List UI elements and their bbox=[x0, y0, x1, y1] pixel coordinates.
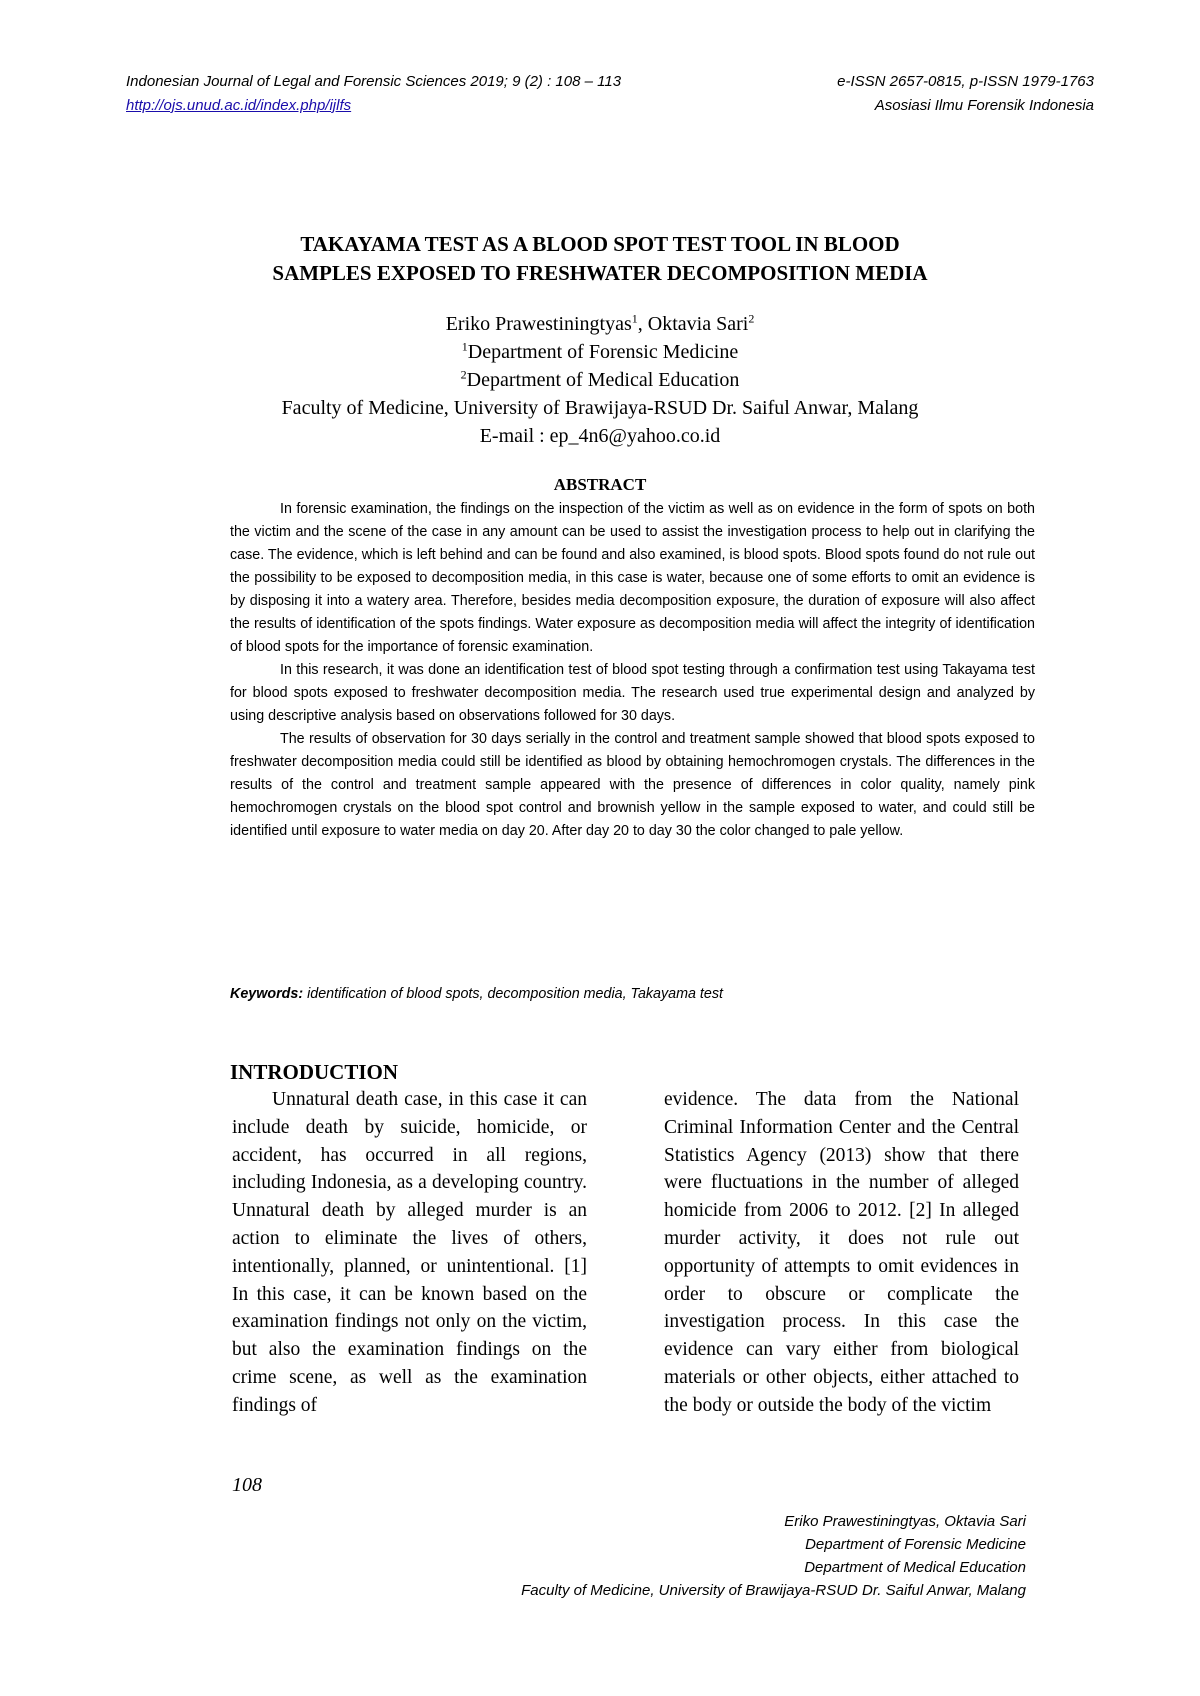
introduction-paragraph-2: evidence. The data from the National Criminal Information Center and the Central Statistics Agency (2013) show that there were fluctuations in the number of alleged homicide from 2006 to 2012. [2] In alleged murder activity, it does not rule out opportunity of attempts to omit evidences in order to obscure or complicate the investigation process. In this case the evidence can vary either from biological materials or other objects, either attached to the body or outside the body of the victim bbox=[664, 1089, 1019, 1416]
introduction-paragraph-1: Unnatural death case, in this case it can include death by suicide, homicide, or accident, has occurred in all regions, including Indonesia, as a developing country. Unnatural death by alleged murder is an action to eliminate the lives of others, intentionally, planned, or unintentional. [1] In this case, it can be known based on the examination findings not only on the victim, but also the examination findings on the crime scene, as well as the examination findings of bbox=[232, 1089, 587, 1416]
affiliation-1 bbox=[150, 338, 1050, 366]
affiliation-1-text: Department of Forensic Medicine bbox=[467, 341, 739, 363]
association-name: Asosiasi Ilmu Forensik Indonesia bbox=[874, 97, 1094, 114]
footer bbox=[226, 1510, 1026, 1602]
faculty: Faculty of Medicine, University of Brawijaya-RSUD Dr. Saiful Anwar, Malang bbox=[281, 397, 919, 419]
keywords-label: Keywords: bbox=[230, 986, 304, 1002]
author-2-sup: 2 bbox=[748, 311, 755, 326]
keywords bbox=[230, 986, 1035, 1002]
footer-dept-2: Department of Medical Education bbox=[804, 1559, 1026, 1576]
issn-line: e-ISSN 2657-0815, p-ISSN 1979-1763 bbox=[837, 73, 1094, 90]
abstract-heading: ABSTRACT bbox=[553, 475, 647, 494]
affiliation-2-sup: 2 bbox=[460, 367, 467, 382]
abstract-paragraph-2: In this research, it was done an identification test of blood spot testing through a confirmation test using Takayama test for blood spots exposed to freshwater decomposition media. The research used true experimental design and analyzed by using descriptive analysis based on observations followed for 30 days. bbox=[230, 662, 1035, 724]
paper-title bbox=[150, 230, 1050, 288]
abstract-paragraph-3: The results of observation for 30 days serially in the control and treatment sample showed that blood spots exposed to freshwater decomposition media could still be identified as blood by obtaining hemochromogen crystals. The differences in the results of the control and treatment sample appeared with the presence of differences in color quality, namely pink hemochromogen crystals on the blood spot control and brownish yellow in the sample exposed to water, and could still be identified until exposure to water media on day 20. After day 20 to day 30 the color changed to pale yellow. bbox=[230, 731, 1035, 839]
author-2: Oktavia Sari bbox=[647, 313, 749, 335]
title-line-2: SAMPLES EXPOSED TO FRESHWATER DECOMPOSITION MEDIA bbox=[272, 261, 928, 285]
keywords-text: identification of blood spots, decomposition media, Takayama test bbox=[303, 986, 723, 1002]
affiliation-2-text: Department of Medical Education bbox=[466, 369, 740, 391]
author-block bbox=[150, 310, 1050, 450]
affiliation-2 bbox=[150, 366, 1050, 394]
author-names bbox=[150, 310, 1050, 338]
footer-authors: Eriko Prawestiningtyas, Oktavia Sari bbox=[784, 1513, 1026, 1530]
introduction-column-1 bbox=[232, 1086, 587, 1420]
title-line-1: TAKAYAMA TEST AS A BLOOD SPOT TEST TOOL IN BLOOD bbox=[300, 232, 900, 256]
journal-citation: Indonesian Journal of Legal and Forensic Sciences 2019; 9 (2) : 108 – 113 bbox=[126, 73, 622, 90]
footer-dept-1: Department of Forensic Medicine bbox=[805, 1536, 1026, 1553]
author-1: Eriko Prawestiningtyas bbox=[445, 313, 632, 335]
journal-url-link[interactable]: http://ojs.unud.ac.id/index.php/ijlfs bbox=[126, 97, 352, 114]
abstract-paragraph-1: In forensic examination, the findings on the inspection of the victim as well as on evidence in the form of spots on both the victim and the scene of the case in any amount can be used to assist the investigation process to help out in clarifying the case. The evidence, which is left behind and can be found and also examined, is blood spots. Blood spots found do not rule out the possibility to be exposed to decomposition media, in this case is water, because one of some efforts to omit an evidence is by disposing it into a watery area. Therefore, besides media decomposition exposure, the duration of exposure will also affect the results of identification of the spots findings. Water exposure as decomposition media will affect the integrity of identification of blood spots for the importance of forensic examination. bbox=[230, 501, 1035, 655]
affiliation-1-sup: 1 bbox=[461, 339, 468, 354]
page-number: 108 bbox=[232, 1474, 262, 1496]
author-1-sup: 1 bbox=[631, 311, 638, 326]
author-separator: , bbox=[637, 313, 648, 335]
abstract-body bbox=[230, 498, 1035, 843]
introduction-column-2 bbox=[664, 1086, 1019, 1420]
footer-faculty: Faculty of Medicine, University of Brawijaya-RSUD Dr. Saiful Anwar, Malang bbox=[521, 1582, 1026, 1599]
email: E-mail : ep_4n6@yahoo.co.id bbox=[479, 425, 721, 447]
introduction-heading: INTRODUCTION bbox=[230, 1060, 399, 1084]
